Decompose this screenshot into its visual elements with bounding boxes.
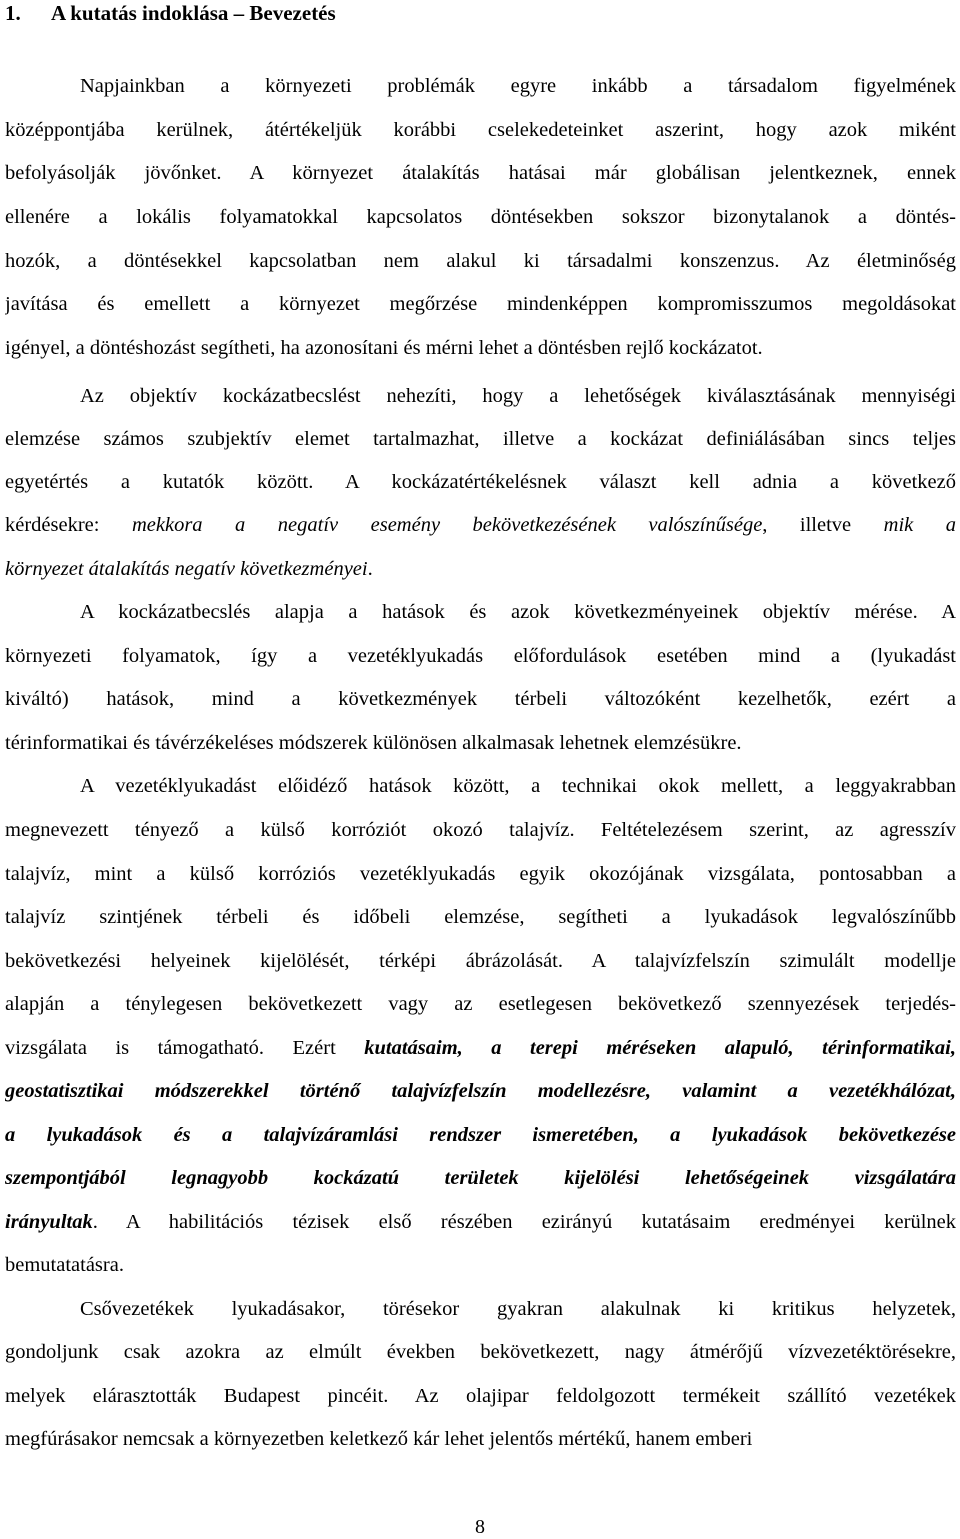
bold-italic-text: szempontjából legnagyobb kockázatú területek kijelölési lehetőségeinek vizsgálatára <box>5 1167 956 1189</box>
text-line <box>5 730 956 756</box>
bold-italic-text: a lyukadások és a talajvízáramlási rendszer ismeretében, a lyukadások bekövetkezése <box>5 1124 956 1146</box>
text-line <box>5 643 956 669</box>
text-segment: talajvíz szintjének térbeli és időbeli elemzése, segítheti a lyukadások legvalószínűbb <box>5 906 956 928</box>
text-line <box>80 383 956 409</box>
text-line <box>5 904 956 930</box>
text-segment: térinformatikai és távérzékeléses módszerek különösen alkalmasak lehetnek elemzésükre. <box>5 732 742 754</box>
text-segment: A kockázatbecslés alapja a hatások és azok következményeinek objektív mérése. A <box>80 601 956 623</box>
text-segment: elemzése számos szubjektív elemet tartalmazhat, illetve a kockázat definiálásában sincs teljes <box>5 428 956 450</box>
text-line <box>5 1078 956 1104</box>
text-line <box>5 817 956 843</box>
text-segment: . A habilitációs tézisek első részében ezirányú kutatásaim eredményei kerülnek <box>92 1211 956 1233</box>
text-line <box>80 1296 956 1322</box>
page-number: 8 <box>475 1516 485 1538</box>
text-line <box>5 335 956 361</box>
text-segment: egyetértés a kutatók között. A kockázatértékelésnek választ kell adnia a következő <box>5 471 956 493</box>
text-segment: megnevezett tényező a külső korróziót okozó talajvíz. Feltételezésem szerint, az agresszív <box>5 819 956 841</box>
text-line <box>5 160 956 186</box>
text-line <box>5 117 956 143</box>
text-line <box>5 469 956 495</box>
text-segment: gondoljunk csak azokra az elmúlt években bekövetkezett, nagy átmérőjű vízvezetéktörésekre, <box>5 1341 956 1363</box>
text-line <box>5 861 956 887</box>
text-line <box>5 1426 956 1452</box>
text-line <box>5 1165 956 1191</box>
italic-text: mik a <box>883 514 956 536</box>
text-segment: hozók, a döntésekkel kapcsolatban nem alakul ki társadalmi konszenzus. Az életminőség <box>5 250 956 272</box>
text-line <box>5 426 956 452</box>
bold-italic-text: kutatásaim, a terepi méréseken alapuló, térinformatikai, <box>364 1037 956 1059</box>
italic-text: mekkora a negatív esemény bekövetkezésének valószínűsége <box>131 514 763 536</box>
text-segment: Az objektív kockázatbecslést nehezíti, hogy a lehetőségek kiválasztásának mennyiségi <box>80 385 956 407</box>
bold-italic-text: geostatisztikai módszerekkel történő talajvízfelszín modellezésre, valamint a vezetékhálózat, <box>5 1080 956 1102</box>
text-segment: igényel, a döntéshozást segítheti, ha azonosítani és mérni lehet a döntésben rejlő kockázatot. <box>5 337 763 359</box>
text-line <box>5 1252 956 1278</box>
section-heading <box>5 0 336 26</box>
text-segment: megfúrásakor nemcsak a környezetben keletkező kár lehet jelentős mértékű, hanem emberi <box>5 1428 753 1450</box>
text-segment: , illetve <box>762 514 884 536</box>
text-segment: vizsgálata is támogatható. Ezért <box>5 1037 365 1059</box>
text-segment: bemutatatásra. <box>5 1254 124 1276</box>
text-segment: Napjainkban a környezeti problémák egyre inkább a társadalom figyelmének <box>80 75 956 97</box>
bold-italic-text: irányultak <box>5 1211 93 1233</box>
text-line <box>80 599 956 625</box>
text-segment: ellenére a lokális folyamatokkal kapcsolatos döntésekben sokszor bizonytalanok a döntés- <box>5 206 956 228</box>
text-line <box>5 1209 956 1235</box>
text-segment: javítása és emellett a környezet megőrzése mindenképpen kompromisszumos megoldásokat <box>5 293 956 315</box>
text-line <box>5 1383 956 1409</box>
text-line <box>5 686 956 712</box>
text-segment: kérdésekre: <box>5 514 132 536</box>
text-segment: befolyásolják jövőnket. A környezet átalakítás hatásai már globálisan jelentkeznek, ennek <box>5 162 956 184</box>
text-line <box>5 248 956 274</box>
text-line <box>80 73 956 99</box>
text-segment: A vezetéklyukadást előidéző hatások között, a technikai okok mellett, a leggyakrabban <box>80 775 956 797</box>
text-line <box>5 204 956 230</box>
text-line <box>5 291 956 317</box>
text-segment: környezeti folyamatok, így a vezetéklyukadás előfordulások esetében mind a (lyukadást <box>5 645 956 667</box>
text-segment: melyek elárasztották Budapest pincéit. Az olajipar feldolgozott termékeit szállító vezetékek <box>5 1385 956 1407</box>
text-line <box>5 1035 956 1061</box>
text-line <box>5 991 956 1017</box>
text-segment: Csővezetékek lyukadásakor, törésekor gyakran alakulnak ki kritikus helyzetek, <box>80 1298 956 1320</box>
section-title: A kutatás indoklása – Bevezetés <box>51 1 336 25</box>
text-segment: . <box>367 558 373 580</box>
text-line <box>80 773 956 799</box>
text-segment: talajvíz, mint a külső korróziós vezetéklyukadás egyik okozójának vizsgálata, pontosabban a <box>5 863 956 885</box>
text-segment: bekövetkezési helyeinek kijelölését, térképi ábrázolását. A talajvízfelszín szimulált modellje <box>5 950 956 972</box>
text-line <box>5 1339 956 1365</box>
text-segment: középpontjába kerülnek, átértékeljük korábbi cselekedeteinket aszerint, hogy azok miként <box>5 119 956 141</box>
text-line <box>5 512 956 538</box>
text-segment: alapján a ténylegesen bekövetkezett vagy az esetlegesen bekövetkező szennyezések terjedés- <box>5 993 956 1015</box>
text-line <box>5 1122 956 1148</box>
text-line <box>5 556 956 582</box>
text-segment: kiváltó) hatások, mind a következmények térbeli változóként kezelhetők, ezért a <box>5 688 956 710</box>
text-line <box>5 948 956 974</box>
italic-text: környezet átalakítás negatív következményei <box>5 558 368 580</box>
section-number: 1. <box>5 1 21 25</box>
